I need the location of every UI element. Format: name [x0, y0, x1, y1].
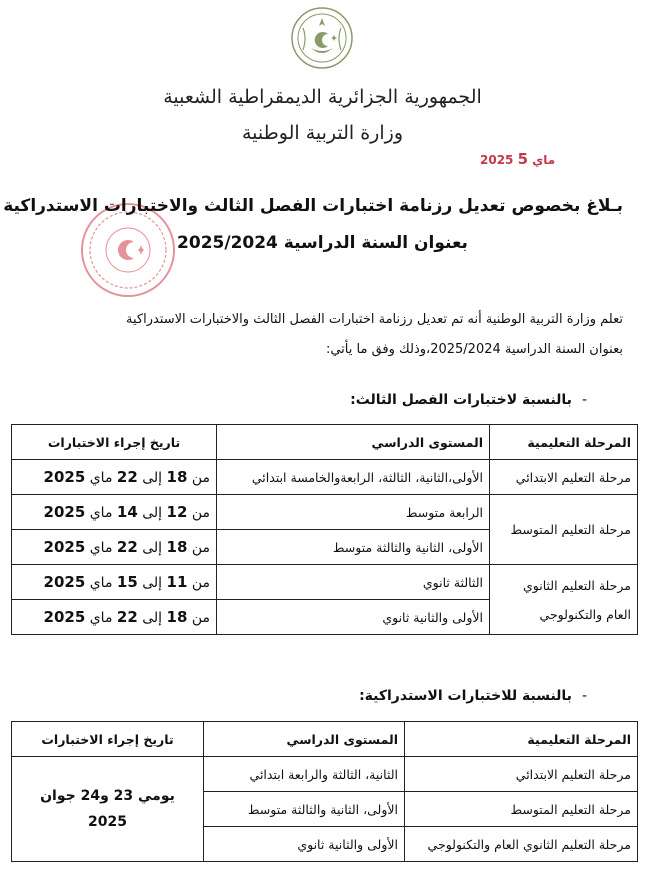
level-cell: الرابعة متوسط — [217, 495, 490, 530]
makeup-date-cell: يومي 23 و24 جوان 2025 — [12, 757, 204, 862]
header-date: تاريخ إجراء الاختبارات — [12, 425, 217, 460]
table-header-row — [12, 722, 638, 757]
section2-label: -بالنسبة للاختبارات الاستدراكية: — [359, 688, 587, 704]
section1-label: -بالنسبة لاختبارات الفصل الثالث: — [350, 392, 587, 408]
table-header-row — [12, 425, 638, 460]
level-cell: الثالثة ثانوي — [217, 565, 490, 600]
level-cell: الأولى،الثانية، الثالثة، الرابعةوالخامسة ابتدائي — [217, 460, 490, 495]
level-cell: الأولى والثانية ثانوي — [204, 827, 405, 862]
table-row — [12, 757, 638, 792]
country-name: الجمهورية الجزائرية الديمقراطية الشعبية — [163, 86, 482, 108]
notice-title-line1: بـلاغ بخصوص تعديل رزنامة اختبارات الفصل الثالث والاختبارات الاستدراكية — [3, 196, 623, 216]
header-level: المستوى الدراسي — [217, 425, 490, 460]
header-stage: المرحلة التعليمية — [405, 722, 638, 757]
level-cell: الأولى والثانية ثانوي — [217, 600, 490, 635]
third-term-exams-table — [11, 424, 638, 635]
header-level: المستوى الدراسي — [204, 722, 405, 757]
date-stamp-day: 5 — [517, 150, 529, 168]
date-stamp-month: ماي — [532, 153, 556, 167]
stage-cell: مرحلة التعليم الثانوي العام والتكنولوجي — [490, 565, 638, 635]
level-cell: الأولى، الثانية والثالثة متوسط — [204, 792, 405, 827]
national-emblem-icon — [283, 4, 361, 72]
table-row — [12, 495, 638, 530]
table-row — [12, 460, 638, 495]
date-cell: من 18 إلى 22 ماي 2025 — [12, 600, 217, 635]
stage-cell: مرحلة التعليم المتوسط — [490, 495, 638, 565]
level-cell: الثانية، الثالثة والرابعة ابتدائي — [204, 757, 405, 792]
date-stamp-year: 2025 — [480, 153, 514, 167]
stage-cell: مرحلة التعليم الابتدائي — [490, 460, 638, 495]
header-stage: المرحلة التعليمية — [490, 425, 638, 460]
header-date: تاريخ إجراء الاختبارات — [12, 722, 204, 757]
stage-cell: مرحلة التعليم المتوسط — [405, 792, 638, 827]
notice-title-line2: بعنوان السنة الدراسية 2025/2024 — [177, 233, 468, 253]
stage-cell: مرحلة التعليم الابتدائي — [405, 757, 638, 792]
intro-line2: بعنوان السنة الدراسية 2025/2024،وذلك وفق ما يأتي: — [325, 342, 623, 357]
intro-line1: تعلم وزارة التربية الوطنية أنه تم تعديل رزنامة اختبارات الفصل الثالث والاختبارات الاستدراكية — [126, 312, 623, 327]
date-cell: من 11 إلى 15 ماي 2025 — [12, 565, 217, 600]
level-cell: الأولى، الثانية والثالثة متوسط — [217, 530, 490, 565]
date-stamp — [480, 150, 555, 168]
table-row — [12, 565, 638, 600]
stage-cell: مرحلة التعليم الثانوي العام والتكنولوجي — [405, 827, 638, 862]
ministry-name: وزارة التربية الوطنية — [242, 122, 403, 144]
date-cell: من 18 إلى 22 ماي 2025 — [12, 460, 217, 495]
date-cell: من 18 إلى 22 ماي 2025 — [12, 530, 217, 565]
makeup-exams-table — [11, 721, 638, 862]
date-cell: من 12 إلى 14 ماي 2025 — [12, 495, 217, 530]
